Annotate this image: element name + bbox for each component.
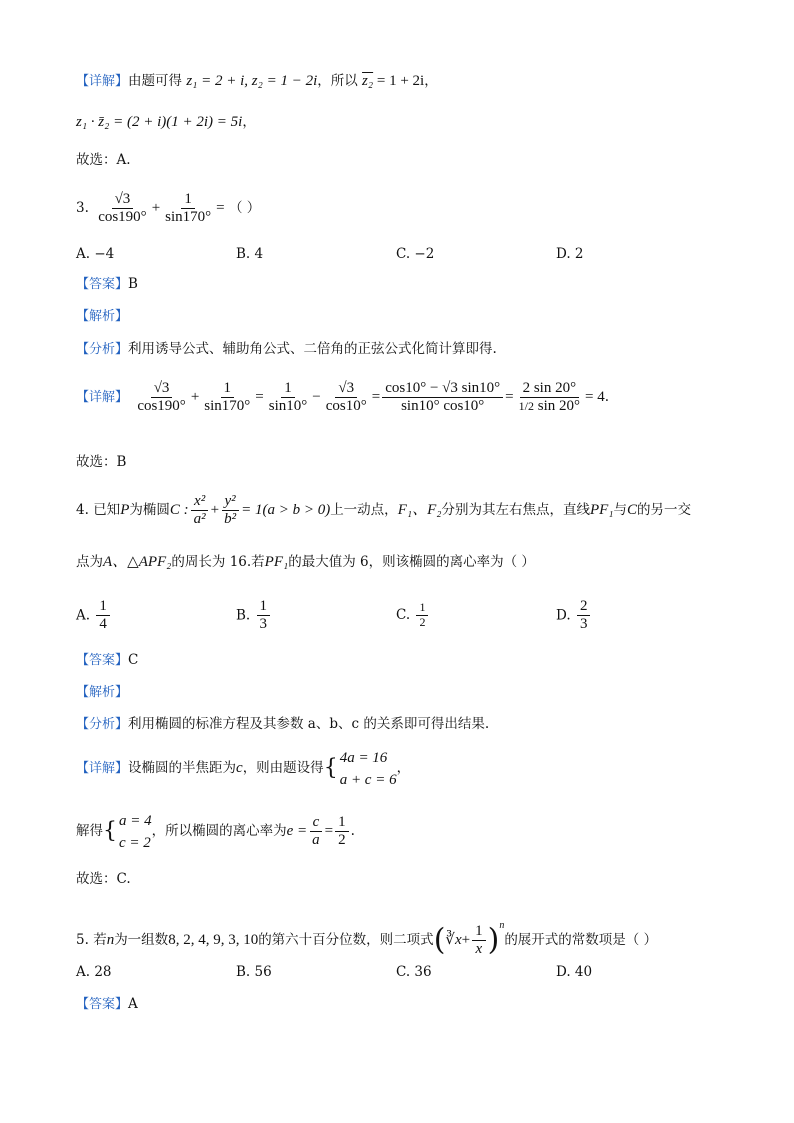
q3-stem: 3. $\frac{√3}{\cos 190^\circ}$ + $\frac{1}{\sin 170^\circ}$ = （ ） bbox=[76, 190, 261, 225]
q4-stem-line1: 4. 已知P为椭圆C : $\frac{\text{x²}}{\text{a²}}$ + $\frac{\text{y²}}{\text{b²}}$ = 1(a > b > 0)上一动点，F₁、F₂分别为其左右焦点，直线PF₁与C的另一交 bbox=[76, 492, 692, 527]
q3-options bbox=[76, 244, 716, 264]
q5-option-d: D. 40 bbox=[556, 964, 593, 980]
q3-option-d: D. 2 bbox=[556, 246, 584, 262]
q4-system-1: 4a = 16 a + c = 6 bbox=[339, 749, 397, 788]
q4-option-b: B. $\frac{1}{3}$ bbox=[236, 598, 396, 634]
q4-detail-line1: 【详解】设椭圆的半焦距为c，则由题设得{ 4a = 16 a + c = 6 ， bbox=[76, 745, 410, 792]
q4-answer: 【答案】C bbox=[76, 652, 139, 668]
q2-choose: 故选：A. bbox=[76, 152, 131, 168]
q4-option-d: D. $\frac{2}{3}$ bbox=[556, 598, 716, 634]
q5-option-a: A. 28 bbox=[76, 964, 112, 980]
q3-option-a: A. −4 bbox=[76, 246, 115, 262]
q3-option-b: B. 4 bbox=[236, 246, 264, 262]
q4-option-c: C. $\frac{1}{2}$ bbox=[396, 598, 556, 634]
q4-options bbox=[76, 598, 716, 634]
q3-option-c: C. −2 bbox=[396, 246, 435, 262]
q4-method: 【分析】利用椭圆的标准方程及其参数 a、b、c 的关系即可得出结果. bbox=[76, 716, 490, 732]
q4-stem-line2: 点为A、△APF₂的周长为 16.若PF₁的最大值为 6，则该椭圆的离心率为（ ） bbox=[76, 554, 535, 570]
q3-frac-2: $\frac{1}{\sin 170^\circ}$ bbox=[165, 190, 212, 225]
q5-options bbox=[76, 962, 716, 982]
q5-option-b: B. 56 bbox=[236, 964, 272, 980]
q3-frac-1: $\frac{√3}{\cos 190^\circ}$ bbox=[98, 190, 147, 225]
detail-tag: 【详解】 bbox=[76, 74, 129, 89]
conjugate-z2: z₂ bbox=[362, 73, 374, 89]
q5-answer: 【答案】A bbox=[76, 996, 138, 1012]
q3-detail: 【详解】 $\frac{√3}{\cos 190^\circ}$ + $\frac{1}{\sin 170^\circ}$ = $\frac{1}{\sin 10^\circ}$ − $\frac{√3}{\cos 10^\circ}$ = $\frac{\cos 10^\circ - √3 \sin 10^\circ}{\sin 10^\circ \cos 10^\circ}$ = $\frac{2 \sin 20^\circ}{1/2 \sin 20^\circ}$ = 4. bbox=[76, 379, 610, 414]
q4-option-a: A. $\frac{1}{4}$ bbox=[76, 598, 236, 634]
q4-analysis-tag: 【解析】 bbox=[76, 685, 129, 700]
q4-choose: 故选：C. bbox=[76, 871, 131, 887]
q3-method: 【分析】利用诱导公式、辅助角公式、二倍角的正弦公式化简计算即得. bbox=[76, 341, 497, 357]
q2-detail-line1: 【详解】由题可得 z₁ = 2 + i, z₂ = 1 − 2i，所以 z₂ = 1 + 2i， bbox=[76, 73, 438, 89]
q3-analysis-tag: 【解析】 bbox=[76, 309, 129, 324]
q3-answer: 【答案】B bbox=[76, 276, 138, 292]
q5-option-c: C. 36 bbox=[396, 964, 432, 980]
q4-system-2: a = 4 c = 2 bbox=[119, 812, 152, 851]
q4-detail-line2: 解得{ a = 4 c = 2 ，所以椭圆的离心率为e = $\frac{c}{a}$ = $\frac{1}{2}$ . bbox=[76, 808, 355, 855]
q5-stem: 5. 若n为一组数8, 2, 4, 9, 3, 10的第六十百分位数，则二项式(∛x+ $\frac{1}{x}$ )$^n$的展开式的常数项是（ ） bbox=[76, 920, 658, 958]
q2-detail-line2: z₁ · z̄₂ = (2 + i)(1 + 2i) = 5i， bbox=[76, 114, 256, 130]
q3-choose: 故选：B bbox=[76, 454, 127, 470]
